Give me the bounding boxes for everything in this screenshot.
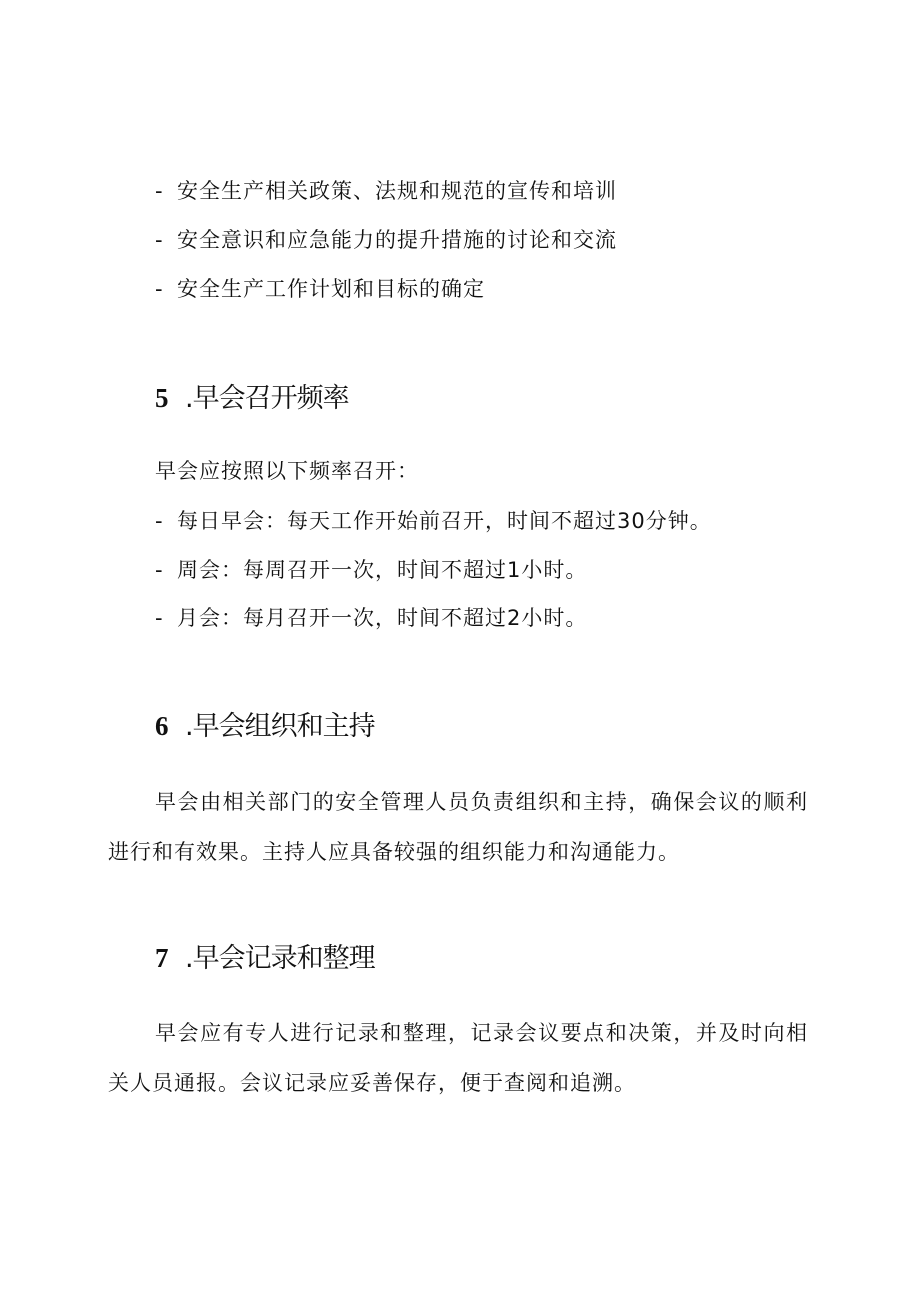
section-number: 6 xyxy=(155,711,169,741)
section-title: .早会组织和主持 xyxy=(185,711,375,742)
list-item xyxy=(155,225,617,255)
list-item-text: 每日早会：每天工作开始前召开，时间不超过30分钟。 xyxy=(177,509,712,533)
list-item-text: 安全生产相关政策、法规和规范的宣传和培训 xyxy=(177,179,617,203)
section-paragraph: 早会由相关部门的安全管理人员负责组织和主持，确保会议的顺利进行和有效果。主持人应具备较强的组织能力和沟通能力。 xyxy=(108,790,808,864)
dash-bullet: - xyxy=(155,179,164,203)
section-title: .早会召开频率 xyxy=(185,383,349,414)
section-intro: 早会应按照以下频率召开： xyxy=(155,459,419,483)
section-paragraph: 早会应有专人进行记录和整理，记录会议要点和决策，并及时向相关人员通报。会议记录应妥善保存，便于查阅和追溯。 xyxy=(108,1021,808,1095)
dash-bullet: - xyxy=(155,558,164,582)
dash-bullet: - xyxy=(155,509,164,533)
dash-bullet: - xyxy=(155,606,164,630)
section-heading-6 xyxy=(155,708,375,745)
section-heading-5 xyxy=(155,380,349,417)
list-item xyxy=(155,555,587,585)
section-title: .早会记录和整理 xyxy=(185,943,375,974)
list-item xyxy=(155,176,617,206)
section-heading-7 xyxy=(155,940,375,977)
section-number: 5 xyxy=(155,383,169,413)
list-item xyxy=(155,506,712,536)
list-item-text: 安全意识和应急能力的提升措施的讨论和交流 xyxy=(177,228,617,252)
dash-bullet: - xyxy=(155,277,164,301)
list-item xyxy=(155,603,587,633)
list-item-text: 安全生产工作计划和目标的确定 xyxy=(177,277,485,301)
list-item-text: 周会：每周召开一次，时间不超过1小时。 xyxy=(177,558,588,582)
dash-bullet: - xyxy=(155,228,164,252)
list-item xyxy=(155,274,485,304)
section-number: 7 xyxy=(155,943,169,973)
list-item-text: 月会：每月召开一次，时间不超过2小时。 xyxy=(177,606,588,630)
